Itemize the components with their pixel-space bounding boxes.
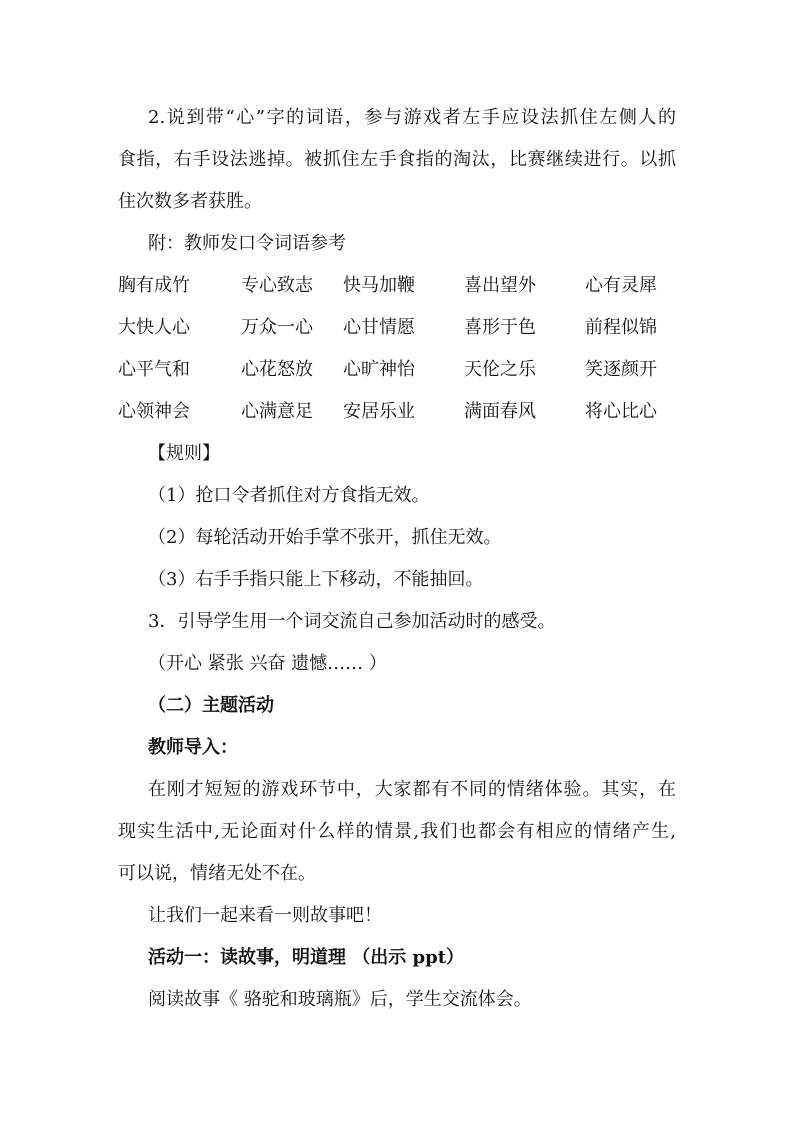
word-cell: 将心比心 [585,401,657,422]
word-grid-row [118,349,676,391]
item-3-examples: （开心 紧张 兴奋 遗憾…… ） [148,653,387,674]
rules-title: 【规则】 [148,443,220,464]
word-cell: 快马加鞭 [343,275,415,296]
paragraph-line: 在刚才短短的游戏环节中，大家都有不同的情绪体验。其实，在 [148,779,676,800]
word-cell: 胸有成竹 [118,275,190,296]
paragraph-line: 现实生活中,无论面对什么样的情景,我们也都会有相应的情绪产生, [118,821,676,842]
word-cell: 笑逐颜开 [585,359,657,380]
activity-1-title: 活动一：读故事，明道理 （出示 ppt） [148,947,465,968]
rule-item: （2）每轮活动开始手掌不张开，抓住无效。 [148,527,502,548]
teacher-intro-title: 教师导入： [148,737,238,758]
paragraph-line: 食指，右手设法逃掉。被抓住左手食指的淘汰，比赛继续进行。以抓 [118,149,676,170]
paragraph-line: 住次数多者获胜。 [118,191,262,212]
word-cell: 喜出望外 [464,275,536,296]
story-invite: 让我们一起来看一则故事吧！ [148,905,382,926]
paragraph-line: 2.说到带“心”字的词语，参与游戏者左手应设法抓住左侧人的 [148,107,676,128]
word-cell: 心满意足 [241,401,313,422]
word-cell: 心领神会 [118,401,190,422]
word-grid-row [118,307,676,349]
paragraph-line: 可以说，情绪无处不在。 [118,863,316,884]
section-title: （二）主题活动 [148,695,274,716]
document-page [118,97,676,1021]
activity-1-text: 阅读故事《 骆驼和玻璃瓶》后，学生交流体会。 [148,989,532,1010]
word-grid-row [118,265,676,307]
word-cell: 满面春风 [464,401,536,422]
word-cell: 喜形于色 [464,317,536,338]
word-cell: 万众一心 [241,317,313,338]
word-cell: 心平气和 [118,359,190,380]
word-cell: 安居乐业 [343,401,415,422]
word-cell: 前程似锦 [585,317,657,338]
word-cell: 天伦之乐 [464,359,536,380]
word-cell: 心甘情愿 [343,317,415,338]
appendix-title: 附：教师发口令词语参考 [148,233,346,254]
word-grid [118,265,676,433]
item-3: 3．引导学生用一个词交流自己参加活动时的感受。 [148,611,556,632]
word-cell: 大快人心 [118,317,190,338]
rule-item: （3）右手手指只能上下移动，不能抽回。 [148,569,484,590]
rule-item: （1）抢口令者抓住对方食指无效。 [148,485,430,506]
word-cell: 专心致志 [241,275,313,296]
word-cell: 心旷神怡 [343,359,415,380]
word-cell: 心有灵犀 [585,275,657,296]
word-cell: 心花怒放 [241,359,313,380]
word-grid-row [118,391,676,433]
